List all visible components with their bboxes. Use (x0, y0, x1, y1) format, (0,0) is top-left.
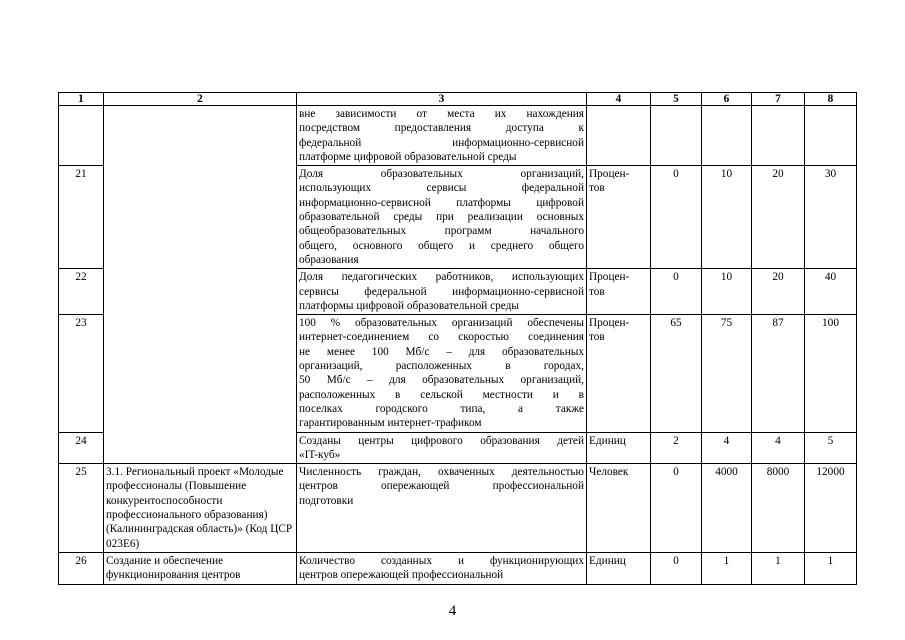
header-cell-3: 3 (297, 93, 587, 106)
indicator-line: Созданы центры цифрового образования детей (299, 434, 584, 447)
indicator-line: федеральной информационно-сервисной (299, 136, 584, 149)
value-2019-cell: 0 (651, 464, 702, 553)
page-number: 4 (448, 603, 457, 619)
indicator-line: гарантированным интернет-трафиком (299, 417, 482, 430)
indicator-line: информационно-сервисной платформы цифровой (299, 196, 584, 209)
value-2022-cell: 100 (805, 315, 857, 432)
value-2021-cell: 20 (752, 166, 805, 269)
indicator-line: общего, основного общего и среднего общего (299, 239, 584, 252)
row-number-cell (59, 106, 104, 166)
indicator-line: 50 Мб/с – для образовательных организаций, (299, 374, 584, 387)
value-2019-cell: 0 (651, 269, 702, 315)
unit-cell (587, 106, 651, 166)
header-cell-8: 8 (805, 93, 857, 106)
unit-cell: Процен- тов (587, 166, 651, 269)
indicator-line: вне зависимости от места их нахождения (299, 108, 584, 120)
indicator-cell (297, 552, 587, 584)
value-2020-cell (702, 106, 752, 166)
unit-cell: Единиц (587, 432, 651, 464)
header-cell-7: 7 (752, 93, 805, 106)
indicator-line: платформы цифровой образовательной среды (299, 299, 520, 312)
row-number-cell: 25 (59, 464, 104, 553)
indicators-table (58, 92, 857, 585)
indicator-line: использующих сервисы федеральной (299, 182, 584, 195)
value-2021-cell: 8000 (752, 464, 805, 553)
value-2022-cell: 30 (805, 166, 857, 269)
unit-cell: Процен- тов (587, 269, 651, 315)
indicator-cell (297, 269, 587, 315)
indicator-line: Доля педагогических работников, использующих (299, 271, 584, 284)
value-2019-cell: 0 (651, 552, 702, 584)
value-2022-cell: 12000 (805, 464, 857, 553)
value-2021-cell (752, 106, 805, 166)
table-row (59, 464, 857, 553)
value-2021-cell: 87 (752, 315, 805, 432)
value-2020-cell: 4000 (702, 464, 752, 553)
value-2020-cell: 75 (702, 315, 752, 432)
value-2022-cell (805, 106, 857, 166)
value-2020-cell: 1 (702, 552, 752, 584)
table-header-row (59, 93, 857, 106)
indicator-line: платформе цифровой образовательной среды (299, 150, 517, 163)
row-number-cell: 24 (59, 432, 104, 464)
indicator-line: подготовки (299, 494, 354, 507)
indicator-line: центров опережающей профессиональной (299, 480, 584, 493)
indicator-cell (297, 432, 587, 464)
indicator-line: не менее 100 Мб/с – для образовательных (299, 345, 584, 358)
indicator-cell (297, 315, 587, 432)
header-cell-5: 5 (651, 93, 702, 106)
indicator-line: 100 % образовательных организаций обеспечены (299, 317, 584, 330)
value-2022-cell: 1 (805, 552, 857, 584)
row-number-cell: 22 (59, 269, 104, 315)
indicator-line: центров опережающей профессиональной (299, 569, 504, 582)
indicator-line: посредством предоставления доступа к (299, 122, 584, 135)
indicator-line: расположенных в сельской местности и в (299, 388, 584, 401)
row-number-cell: 21 (59, 166, 104, 269)
indicator-line: общеобразовательных программ начального (299, 225, 584, 238)
value-2021-cell: 20 (752, 269, 805, 315)
value-2019-cell: 65 (651, 315, 702, 432)
value-2020-cell: 4 (702, 432, 752, 464)
row-number-cell: 23 (59, 315, 104, 432)
indicator-cell (297, 464, 587, 553)
value-2019-cell: 0 (651, 166, 702, 269)
header-cell-2: 2 (104, 93, 297, 106)
value-2022-cell: 5 (805, 432, 857, 464)
indicator-line: интернет-соединением со скоростью соединения (299, 331, 584, 344)
project-name-cell: Создание и обеспечение функционирования центров (104, 552, 297, 584)
value-2022-cell: 40 (805, 269, 857, 315)
value-2020-cell: 10 (702, 166, 752, 269)
value-2019-cell: 2 (651, 432, 702, 464)
table-row (59, 552, 857, 584)
value-2021-cell: 4 (752, 432, 805, 464)
unit-cell: Процен- тов (587, 315, 651, 432)
indicator-line: сервисы федеральной информационно-сервисной (299, 285, 584, 298)
header-cell-6: 6 (702, 93, 752, 106)
row-number-cell: 26 (59, 552, 104, 584)
indicator-line: образовательной среды при реализации основных (299, 211, 584, 224)
indicator-line: Доля образовательных организаций, (299, 168, 584, 181)
indicator-line: Численность граждан, охваченных деятельностью (299, 466, 584, 479)
header-cell-1: 1 (59, 93, 104, 106)
table-row (59, 106, 857, 166)
indicator-line: образования (299, 253, 359, 266)
project-name-cell (104, 106, 297, 464)
value-2019-cell (651, 106, 702, 166)
value-2020-cell: 10 (702, 269, 752, 315)
project-name-cell: 3.1. Региональный проект «Молодые профессионалы (Повышение конкурентоспособности профессионального образования) (Калининградская область)» (Код ЦСР 023Е6) (104, 464, 297, 553)
indicator-cell (297, 166, 587, 269)
indicator-line: Количество созданных и функционирующих (299, 554, 584, 567)
indicator-line: поселках городского типа, а также (299, 402, 584, 415)
indicator-line: организаций, расположенных в городах, (299, 360, 584, 373)
indicator-cell (297, 106, 587, 166)
unit-cell: Человек (587, 464, 651, 553)
value-2021-cell: 1 (752, 552, 805, 584)
header-cell-4: 4 (587, 93, 651, 106)
unit-cell: Единиц (587, 552, 651, 584)
indicator-line: «IT-куб» (299, 448, 341, 461)
